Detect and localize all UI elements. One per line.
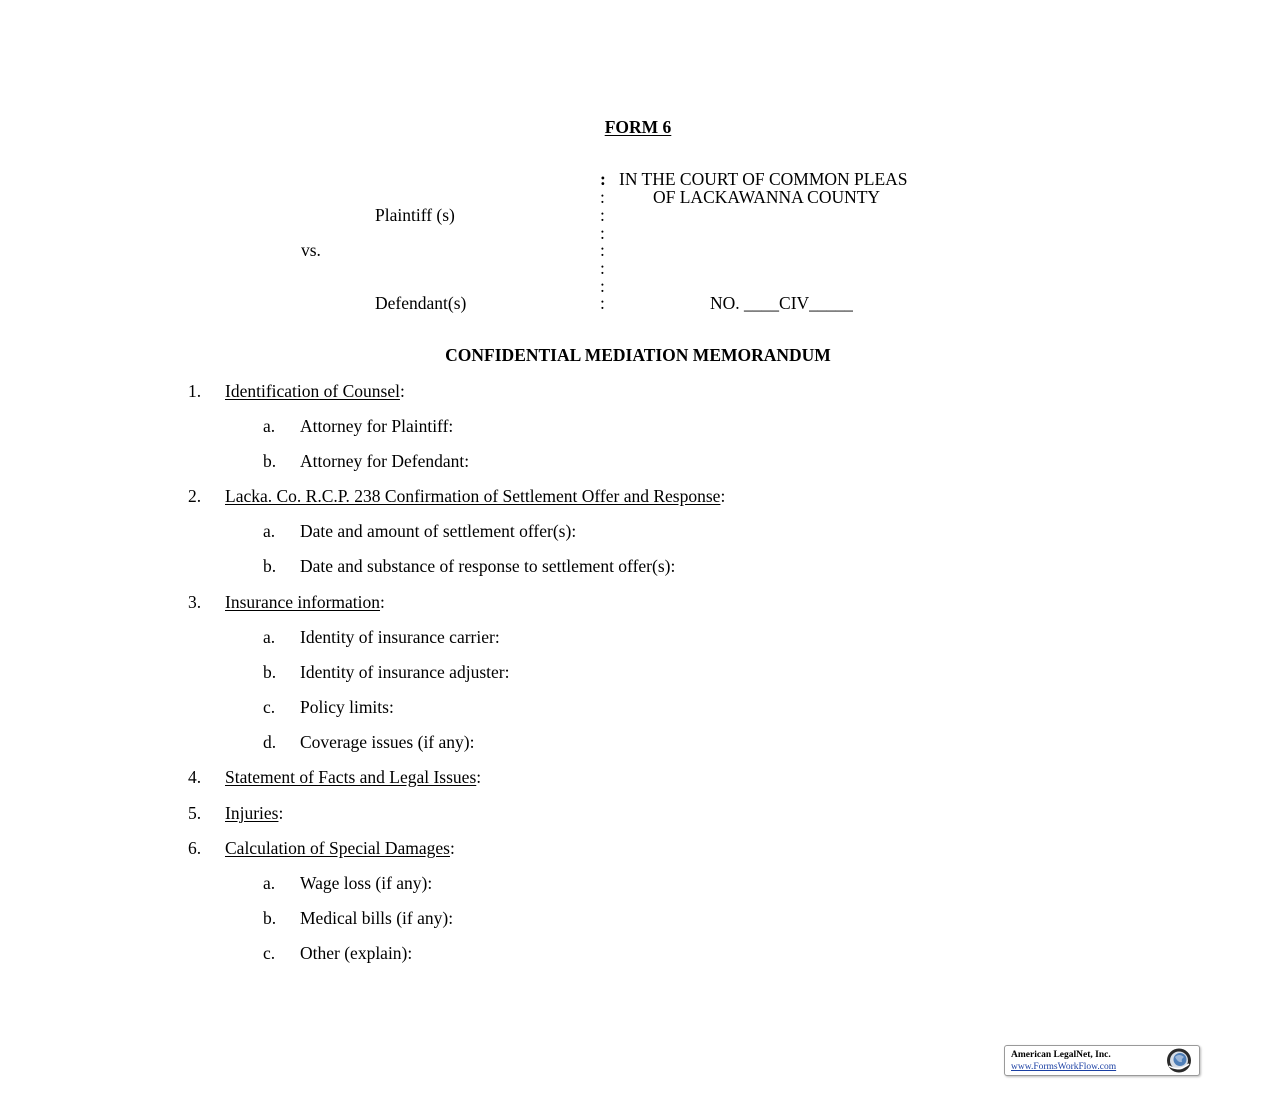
caption-colon: : xyxy=(600,205,605,225)
item-insurance-adjuster: Identity of insurance adjuster: xyxy=(300,662,510,682)
caption-colon: : xyxy=(600,169,606,189)
item-letter: b. xyxy=(263,451,277,471)
section-heading: Calculation of Special Damages xyxy=(225,838,450,858)
item-medical-bills: Medical bills (if any): xyxy=(300,908,454,928)
item-letter: b. xyxy=(263,556,277,576)
item-letter: a. xyxy=(263,873,276,893)
section-heading-colon: : xyxy=(278,803,284,823)
section-heading: Injuries xyxy=(225,803,279,823)
plaintiff-label: Plaintiff (s) xyxy=(375,205,455,225)
caption-colon: : xyxy=(600,240,605,260)
section-heading-colon: : xyxy=(380,592,385,612)
publisher-name: American LegalNet, Inc. xyxy=(1011,1050,1111,1060)
caption-colon: : xyxy=(600,258,605,278)
defendant-label: Defendant(s) xyxy=(375,293,467,313)
item-policy-limits: Policy limits: xyxy=(300,697,394,717)
section-heading: Statement of Facts and Legal Issues xyxy=(225,767,477,787)
case-number: NO. ____CIV_____ xyxy=(710,293,853,313)
caption-colon: : xyxy=(600,223,605,243)
section-number: 6. xyxy=(188,838,202,858)
item-attorney-defendant: Attorney for Defendant: xyxy=(300,451,470,471)
memo-title: CONFIDENTIAL MEDIATION MEMORANDUM xyxy=(445,345,831,365)
item-letter: a. xyxy=(263,627,276,647)
item-letter: a. xyxy=(263,521,276,541)
court-name-line2: OF LACKAWANNA COUNTY xyxy=(653,187,881,207)
caption-colon: : xyxy=(600,276,605,296)
section-number: 1. xyxy=(188,381,202,401)
item-other: Other (explain): xyxy=(300,943,413,963)
section-heading-colon: : xyxy=(450,838,455,858)
item-letter: b. xyxy=(263,662,277,682)
item-wage-loss: Wage loss (if any): xyxy=(300,873,433,893)
section-number: 5. xyxy=(188,803,202,823)
section-number: 4. xyxy=(188,767,202,787)
item-letter: c. xyxy=(263,697,276,717)
item-letter: d. xyxy=(263,732,277,752)
item-settlement-response: Date and substance of response to settlement offer(s): xyxy=(300,556,676,576)
court-name-line1: IN THE COURT OF COMMON PLEAS xyxy=(619,169,908,189)
caption-colon: : xyxy=(600,187,605,207)
versus-label: vs. xyxy=(301,240,321,260)
section-number: 2. xyxy=(188,486,202,506)
section-heading: Insurance information xyxy=(225,592,381,612)
form-title: FORM 6 xyxy=(604,117,672,137)
publisher-badge[interactable] xyxy=(1004,1045,1200,1076)
section-heading-colon: : xyxy=(720,486,726,506)
section-number: 3. xyxy=(188,592,202,612)
section-heading-colon: : xyxy=(476,767,482,787)
section-heading-colon: : xyxy=(399,381,405,401)
item-attorney-plaintiff: Attorney for Plaintiff: xyxy=(300,416,454,436)
section-heading: Lacka. Co. R.C.P. 238 Confirmation of Settlement Offer and Response xyxy=(225,486,721,506)
publisher-link[interactable]: www.FormsWorkFlow.com xyxy=(1011,1062,1117,1072)
caption-colon: : xyxy=(600,293,605,313)
globe-logo-icon xyxy=(1161,1047,1197,1074)
item-insurance-carrier: Identity of insurance carrier: xyxy=(300,627,500,647)
item-letter: b. xyxy=(263,908,277,928)
item-settlement-offer: Date and amount of settlement offer(s): xyxy=(300,521,577,541)
item-coverage-issues: Coverage issues (if any): xyxy=(300,732,475,752)
section-heading: Identification of Counsel xyxy=(225,381,400,401)
item-letter: c. xyxy=(263,943,276,963)
item-letter: a. xyxy=(263,416,276,436)
